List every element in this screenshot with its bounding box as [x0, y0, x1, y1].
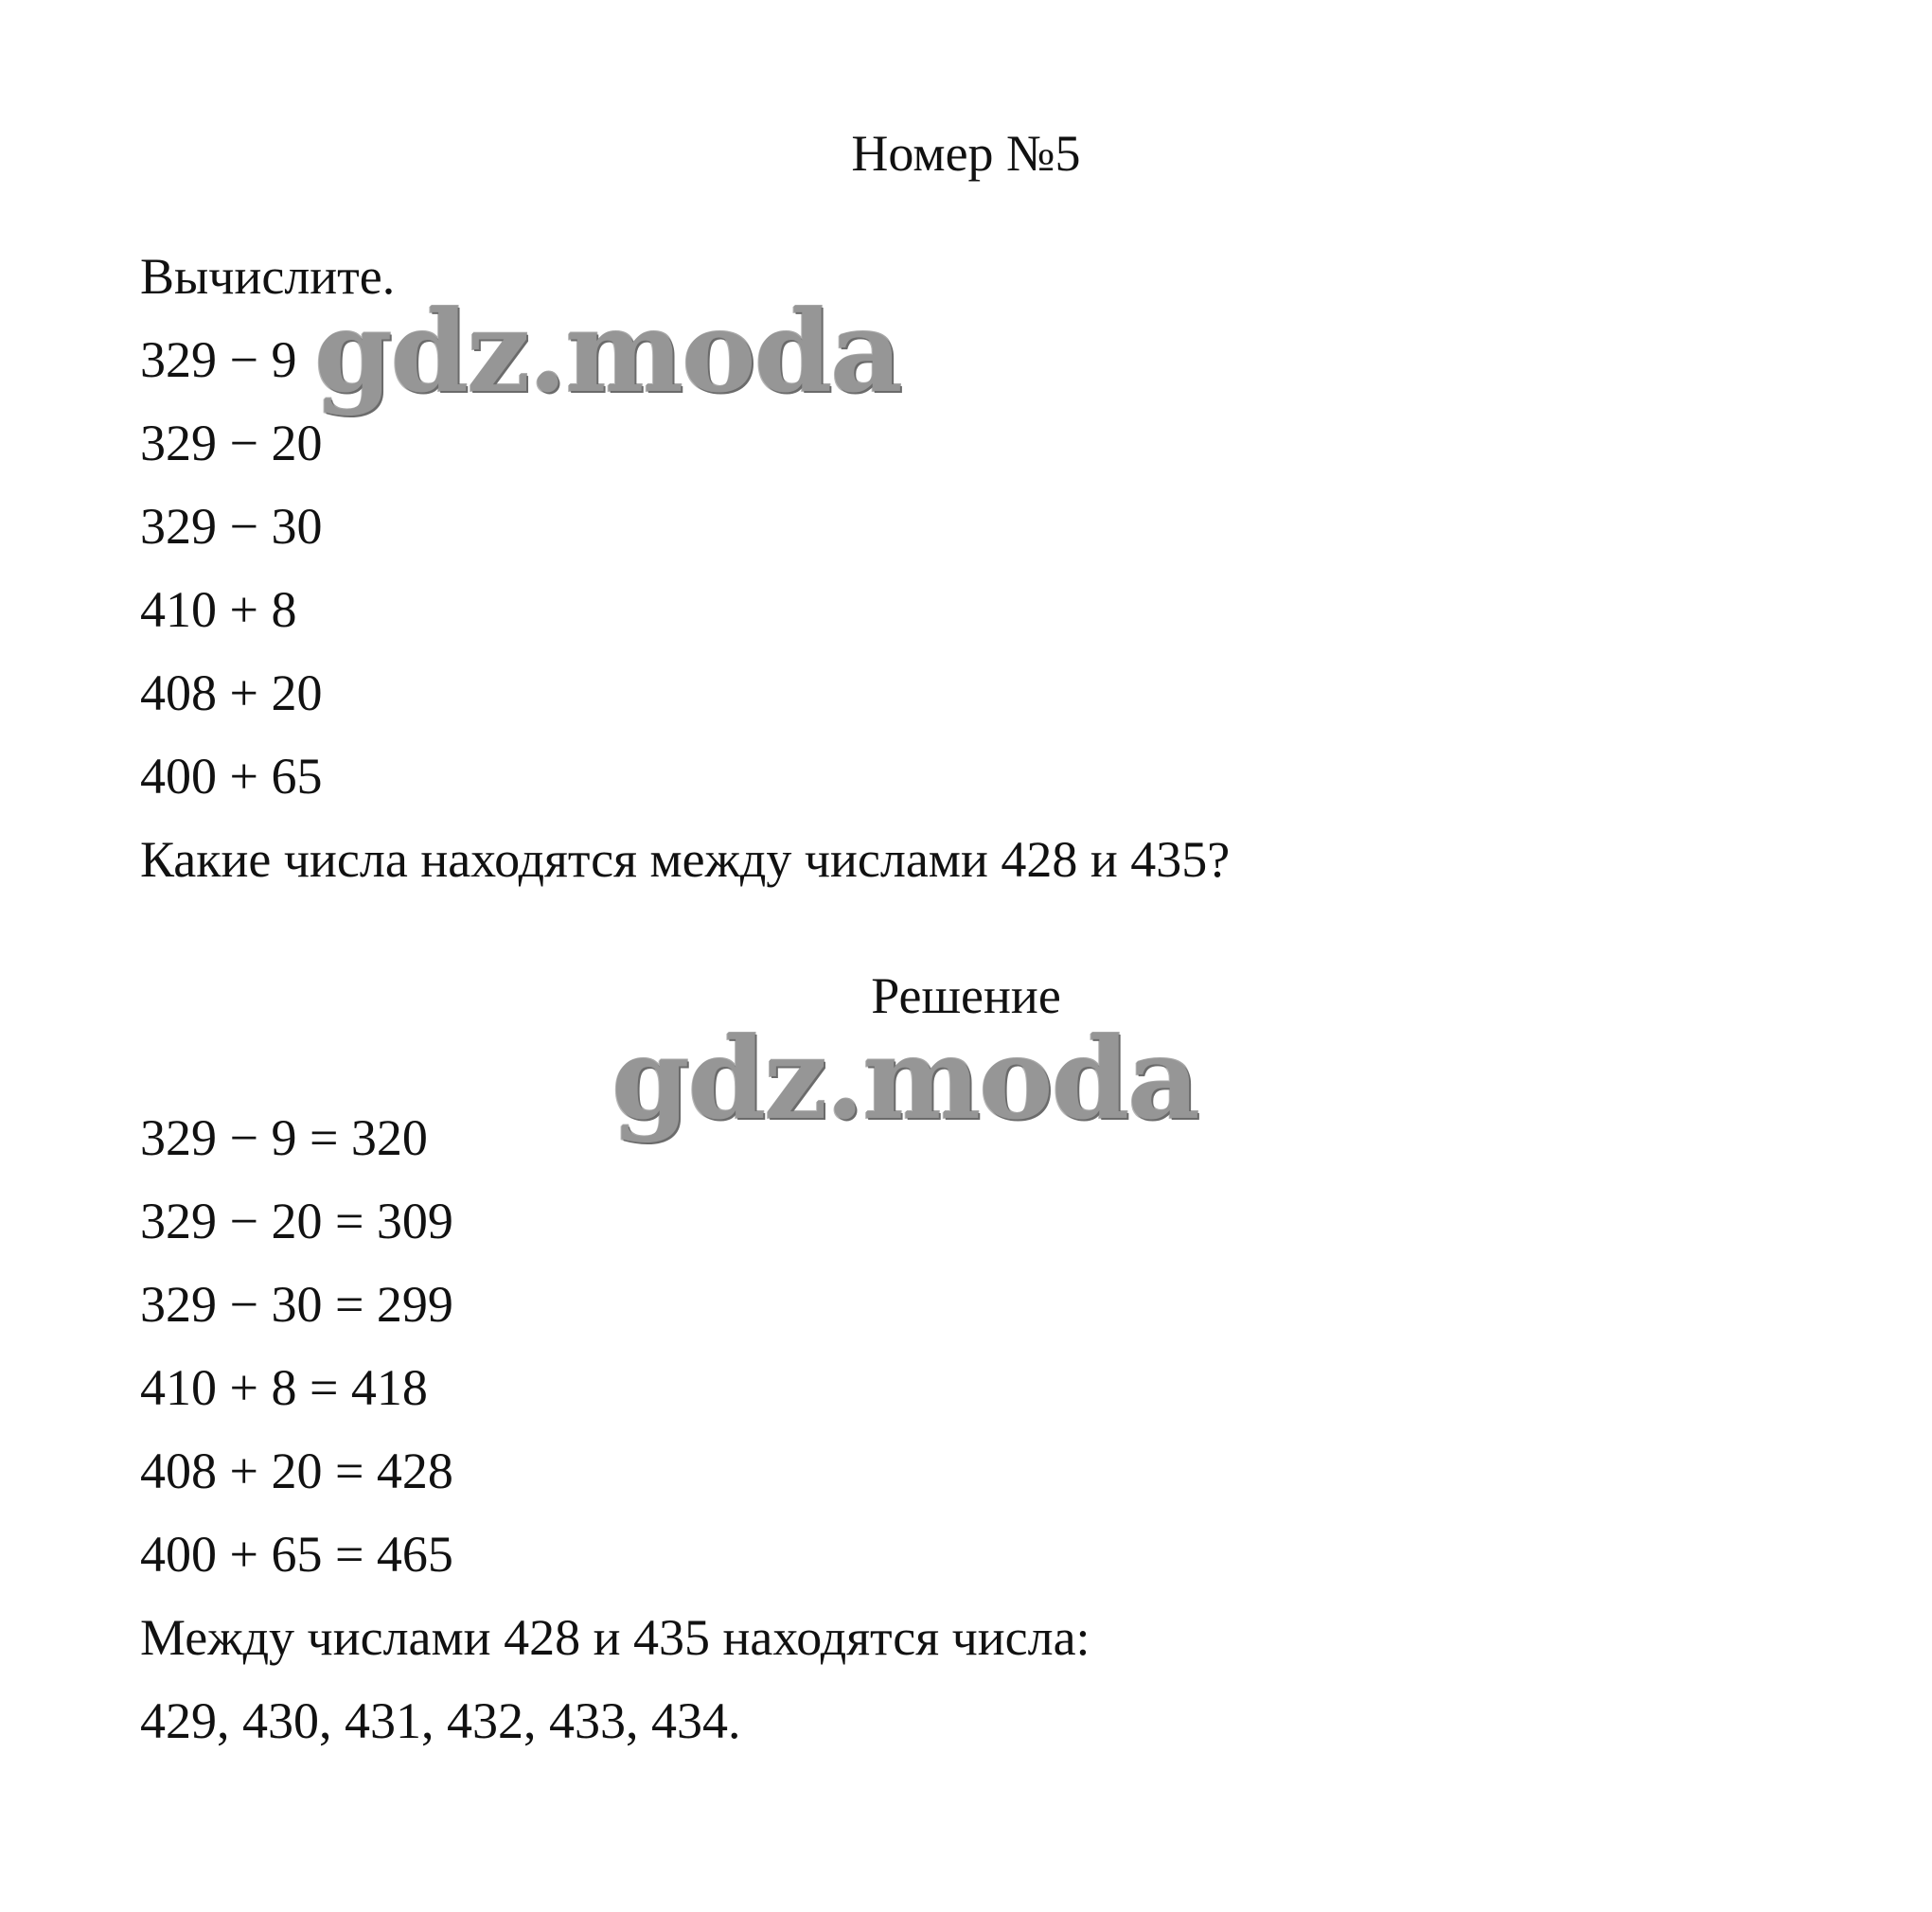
task-expression: 329 − 30	[140, 498, 323, 555]
solution-result: 408 + 20 = 428	[140, 1443, 453, 1499]
solution-title: Решение	[871, 967, 1061, 1024]
page-title: Номер №5	[851, 125, 1081, 182]
task-expression: 400 + 65	[140, 748, 323, 805]
answer-line: Между числами 428 и 435 находятся числа:	[140, 1609, 1090, 1666]
solution-result: 400 + 65 = 465	[140, 1526, 453, 1583]
watermark-logo: gdz.moda	[612, 1013, 1198, 1144]
task-expression: 329 − 9	[140, 331, 297, 388]
task-question: Какие числа находятся между числами 428 и 435?	[140, 831, 1231, 888]
task-expression: 410 + 8	[140, 581, 297, 638]
task-instruction: Вычислите.	[140, 248, 396, 305]
task-expression: 329 − 20	[140, 415, 323, 471]
solution-result: 410 + 8 = 418	[140, 1359, 428, 1416]
task-expression: 408 + 20	[140, 664, 323, 721]
watermark-logo: gdz.moda	[314, 286, 901, 417]
solution-result: 329 − 9 = 320	[140, 1109, 428, 1166]
solution-result: 329 − 30 = 299	[140, 1276, 453, 1333]
solution-result: 329 − 20 = 309	[140, 1193, 453, 1249]
answer-numbers: 429, 430, 431, 432, 433, 434.	[140, 1692, 741, 1749]
